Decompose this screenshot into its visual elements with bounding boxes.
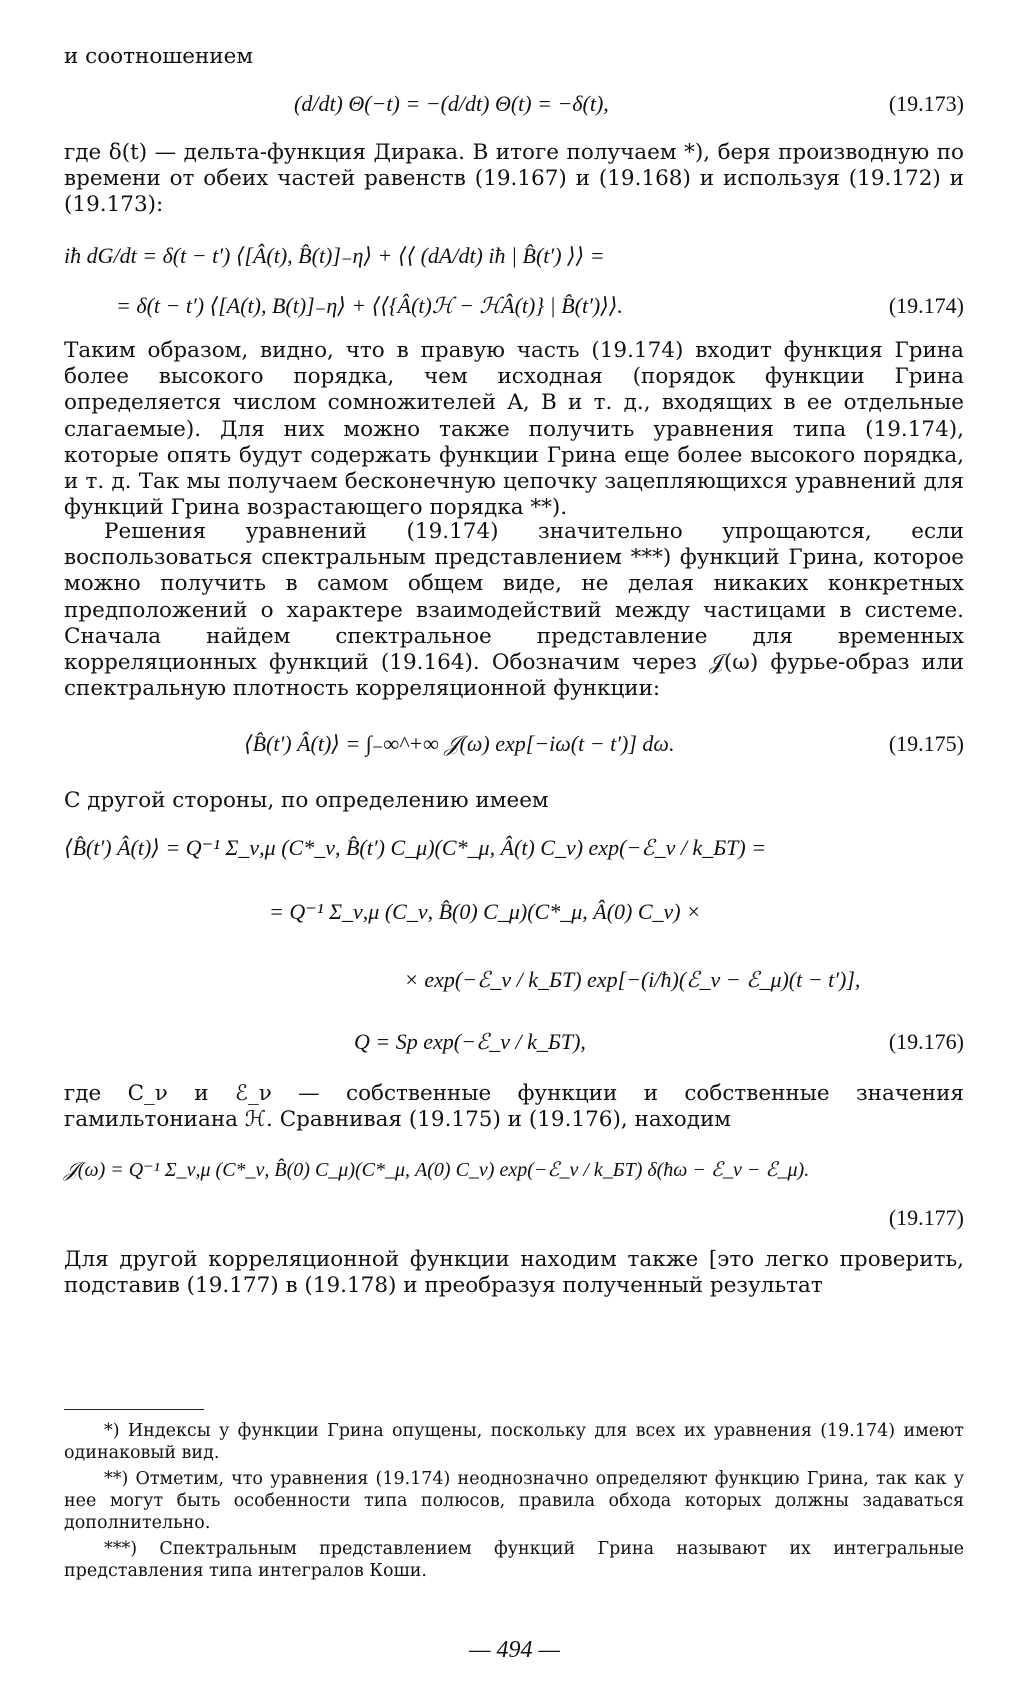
intro-line: и соотношением [64,44,254,69]
footnote-1: *) Индексы у функции Грина опущены, поскольку для всех их уравнения (19.174) имеют одинаковый вид. [64,1421,964,1463]
equation-number: (19.174) [888,293,964,318]
equation-formula: Q = Sp exp(−ℰ_ν / k_БT), [354,1029,586,1054]
footnote-divider [64,1409,204,1410]
equation-number: (19.175) [888,731,964,756]
equation-number: (19.176) [888,1029,964,1054]
equation-19-176-line-4 [64,1020,964,1064]
equation-19-177 [64,1148,964,1192]
equation-number: (19.173) [888,91,964,116]
equation-formula: = Q⁻¹ Σ_ν,μ (C_ν, B̂(0) C_μ)(C*_μ, Â(0) C_ν) × [269,899,701,924]
equation-19-176-line-1 [64,826,964,870]
paragraph-1: где δ(t) — дельта-функция Дирака. В итоге получаем *), беря производную по времени от обеих частей равенств (19.167) и (19.168) и используя (19.172) и (19.173): [64,140,964,218]
equation-19-177-number-row [64,1196,964,1240]
page-number: — 494 — [469,1637,560,1663]
footnote-3: ***) Спектральным представлением функций Грина называют их интегральные представления типа интегралов Коши. [64,1539,964,1581]
equation-formula: (d/dt) Θ(−t) = −(d/dt) Θ(t) = −δ(t), [294,91,609,116]
equation-19-175 [64,722,964,766]
equation-number: (19.177) [888,1205,964,1230]
equation-19-176-line-2 [64,890,964,934]
equation-19-173 [64,82,964,126]
paragraph-4: С другой стороны, по определению имеем [64,788,549,813]
paragraph-2: Таким образом, видно, что в правую часть (19.174) входит функция Грина более высокого порядка, чем исходная (порядок функции Грина определяется числом сомножителей A, B и т. д., входящих в ее отдельные слагаемые). Для них можно также получить уравнения типа (19.174), которые опять будут содержать функции Грина еще более высокого порядка, и т. д. Так мы получаем бесконечную цепочку зацепляющихся уравнений для функций Грина возрастающего порядка **). [64,338,964,521]
paragraph-6: Для другой корреляционной функции находим также [это легко проверить, подставив (19.177) в (19.178) и преобразуя полученный результат [64,1247,964,1299]
equation-formula: ⟨B̂(t′) Â(t)⟩ = Q⁻¹ Σ_ν,μ (C*_ν, B̂(t′) C_μ)(C*_μ, Â(t) C_ν) exp(−ℰ_ν / k_БT) = [64,835,767,860]
paragraph-5: где C_ν и ℰ_ν — собственные функции и собственные значения гамильтониана ℋ. Сравнивая (19.175) и (19.176), находим [64,1081,964,1133]
equation-formula: 𝒥(ω) = Q⁻¹ Σ_ν,μ (C*_ν, B̂(0) C_μ)(C*_μ, A(0) C_ν) exp(−ℰ_ν / k_БT) δ(ħω − ℰ_ν − ℰ_μ). [64,1159,810,1181]
equation-19-174-line-2 [64,284,964,328]
equation-19-176-line-3 [64,958,964,1002]
equation-19-174-line-1 [64,234,964,278]
equation-formula: = δ(t − t′) ⟨[A(t), B(t)]₋η⟩ + ⟨⟨{Â(t)ℋ − ℋÂ(t)} | B̂(t′)⟩⟩. [116,293,623,318]
paragraph-3: Решения уравнений (19.174) значительно упрощаются, если воспользоваться спектральным представлением ***) функций Грина, которое можно получить в самом общем виде, не делая никаких конкретных предположений о характере взаимодействий между частицами в системе. Сначала найдем спектральное представление для временных корреляционных функций (19.164). Обозначим через 𝒥(ω) фурье-образ или спектральную плотность корреляционной функции: [64,519,964,702]
equation-formula: iħ dG/dt = δ(t − t′) ⟨[Â(t), B̂(t)]₋η⟩ + ⟨⟨ (dA/dt) iħ | B̂(t′) ⟩⟩ = [64,243,605,268]
equation-formula: × exp(−ℰ_ν / k_БT) exp[−(i/ħ)(ℰ_ν − ℰ_μ)(t − t′)], [404,967,861,992]
footnote-2: **) Отметим, что уравнения (19.174) неоднозначно определяют функцию Грина, так как у нее могут быть особенности типа полюсов, правила обхода которых должны задаваться дополнительно. [64,1469,964,1533]
equation-formula: ⟨B̂(t′) Â(t)⟩ = ∫₋∞^+∞ 𝒥(ω) exp[−iω(t − t′)] dω. [244,731,675,756]
